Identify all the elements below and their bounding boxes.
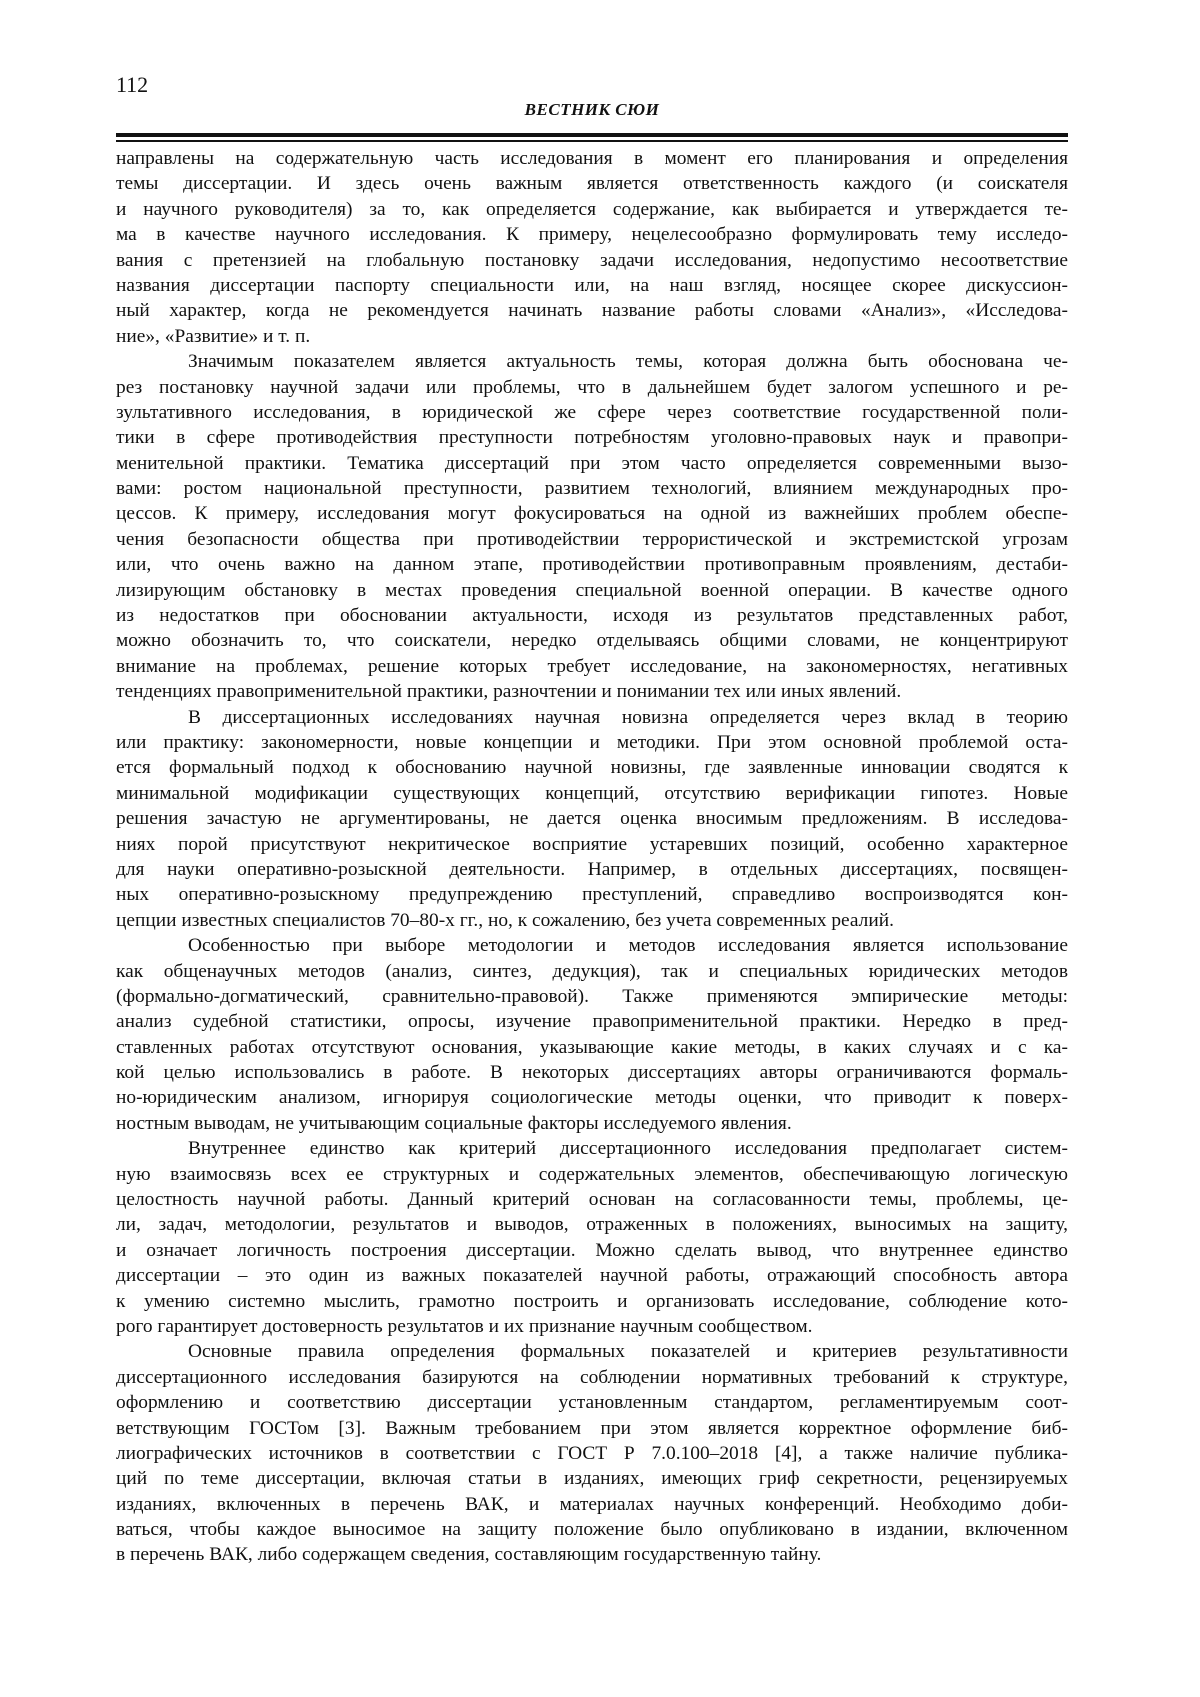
text-line: В диссертационных исследованиях научная новизна определяется через вклад в теорию	[116, 705, 1068, 730]
text-line: чения безопасности общества при противодействии террористической и экстремистской угрозам	[116, 527, 1068, 552]
text-line: ный характер, когда не рекомендуется начинать название работы словами «Анализ», «Исследова-	[116, 298, 1068, 323]
text-line: ваться, чтобы каждое выносимое на защиту положение было опубликовано в издании, включенном	[116, 1517, 1068, 1542]
text-line: названия диссертации паспорту специальности или, на наш взгляд, носящее скорее дискуссион-	[116, 273, 1068, 298]
text-line: Внутреннее единство как критерий диссертационного исследования предполагает систем-	[116, 1136, 1068, 1161]
text-line: диссертации – это один из важных показателей научной работы, отражающий способность автора	[116, 1263, 1068, 1288]
text-line: Основные правила определения формальных показателей и критериев результативности	[116, 1339, 1068, 1364]
text-line: Значимым показателем является актуальность темы, которая должна быть обоснована че-	[116, 349, 1068, 374]
text-line: можно обозначить то, что соискатели, нередко отделываясь общими словами, не концентрируют	[116, 628, 1068, 653]
text-line: цессов. К примеру, исследования могут фокусироваться на одной из важнейших проблем обеспе-	[116, 501, 1068, 526]
text-line: но-юридическим анализом, игнорируя социологические методы оценки, что приводит к поверх-	[116, 1085, 1068, 1110]
text-line: лизирующим обстановку в местах проведения специальной военной операции. В качестве одного	[116, 578, 1068, 603]
text-line: ветствующим ГОСТом [3]. Важным требованием при этом является корректное оформление биб-	[116, 1416, 1068, 1441]
paragraph	[116, 349, 1068, 704]
text-line: к умению системно мыслить, грамотно построить и организовать исследование, соблюдение кото-	[116, 1289, 1068, 1314]
text-line: или практику: закономерности, новые концепции и методики. При этом основной проблемой оста-	[116, 730, 1068, 755]
paragraph	[116, 1339, 1068, 1568]
text-line: ется формальный подход к обоснованию научной новизны, где заявленные инновации сводятся к	[116, 755, 1068, 780]
text-line: диссертационного исследования базируются на соблюдении нормативных требований к структуре,	[116, 1365, 1068, 1390]
text-line: Особенностью при выборе методологии и методов исследования является использование	[116, 933, 1068, 958]
paragraph	[116, 146, 1068, 349]
page-number: 112	[116, 72, 148, 98]
text-line: ных оперативно-розыскному предупреждению преступлений, справедливо воспроизводятся кон-	[116, 882, 1068, 907]
text-line: минимальной модификации существующих концепций, отсутствию верификации гипотез. Новые	[116, 781, 1068, 806]
body-text	[116, 146, 1068, 1568]
text-line: направлены на содержательную часть исследования в момент его планирования и определения	[116, 146, 1068, 171]
paragraph	[116, 1136, 1068, 1339]
text-line: и означает логичность построения диссертации. Можно сделать вывод, что внутреннее единство	[116, 1238, 1068, 1263]
text-line: темы диссертации. И здесь очень важным является ответственность каждого (и соискателя	[116, 171, 1068, 196]
text-line: оформлению и соответствию диссертации установленным стандартом, регламентируемым соот-	[116, 1390, 1068, 1415]
text-line: для науки оперативно-розыскной деятельности. Например, в отдельных диссертациях, посвящен-	[116, 857, 1068, 882]
text-line: или, что очень важно на данном этапе, противодействии противоправным проявлениям, дестаби-	[116, 552, 1068, 577]
text-line: ностным выводам, не учитывающим социальные факторы исследуемого явления.	[116, 1111, 1068, 1136]
text-line: ли, задач, методологии, результатов и выводов, отраженных в положениях, выносимых на защиту,	[116, 1212, 1068, 1237]
running-head: ВЕСТНИК СЮИ	[116, 100, 1068, 120]
header-rule-thin	[116, 140, 1068, 142]
text-line: тики в сфере противодействия преступности потребностям уголовно-правовых наук и правопри-	[116, 425, 1068, 450]
text-line: ставленных работах отсутствуют основания, указывающие какие методы, в каких случаях и с ка-	[116, 1035, 1068, 1060]
text-line: тенденциях правоприменительной практики, разночтении и понимании тех или иных явлений.	[116, 679, 1068, 704]
text-line: целостность научной работы. Данный критерий основан на согласованности темы, проблемы, це-	[116, 1187, 1068, 1212]
text-line: внимание на проблемах, решение которых требует исследование, на закономерностях, негативных	[116, 654, 1068, 679]
text-line: решения зачастую не аргументированы, не дается оценка вносимым предложениям. В исследова-	[116, 806, 1068, 831]
text-line: изданиях, включенных в перечень ВАК, и материалах научных конференций. Необходимо доби-	[116, 1492, 1068, 1517]
text-line: ние», «Развитие» и т. п.	[116, 324, 1068, 349]
text-line: менительной практики. Тематика диссертаций при этом часто определяется современными вызо-	[116, 451, 1068, 476]
text-line: из недостатков при обосновании актуальности, исходя из результатов представленных работ,	[116, 603, 1068, 628]
text-line: (формально-догматический, сравнительно-правовой). Также применяются эмпирические методы:	[116, 984, 1068, 1009]
text-line: ций по теме диссертации, включая статьи в изданиях, имеющих гриф секретности, рецензируемых	[116, 1466, 1068, 1491]
text-line: лиографических источников в соответствии с ГОСТ Р 7.0.100–2018 [4], а также наличие публика-	[116, 1441, 1068, 1466]
header-rule-thick	[116, 133, 1068, 137]
text-line: цепции известных специалистов 70–80-х гг., но, к сожалению, без учета современных реалий.	[116, 908, 1068, 933]
text-line: рого гарантирует достоверность результатов и их признание научным сообществом.	[116, 1314, 1068, 1339]
text-line: вания с претензией на глобальную постановку задачи исследования, недопустимо несоответствие	[116, 248, 1068, 273]
text-line: вами: ростом национальной преступности, развитием технологий, влиянием международных про-	[116, 476, 1068, 501]
text-line: в перечень ВАК, либо содержащем сведения, составляющим государственную тайну.	[116, 1542, 1068, 1567]
text-line: ниях порой присутствуют некритическое восприятие устаревших позиций, особенно характерное	[116, 832, 1068, 857]
text-line: кой целью использовались в работе. В некоторых диссертациях авторы ограничиваются формаль-	[116, 1060, 1068, 1085]
text-line: рез постановку научной задачи или проблемы, что в дальнейшем будет залогом успешного и ре-	[116, 375, 1068, 400]
text-line: и научного руководителя) за то, как определяется содержание, как выбирается и утверждается те-	[116, 197, 1068, 222]
text-line: ма в качестве научного исследования. К примеру, нецелесообразно формулировать тему исследо-	[116, 222, 1068, 247]
text-line: как общенаучных методов (анализ, синтез, дедукция), так и специальных юридических методов	[116, 959, 1068, 984]
text-line: ную взаимосвязь всех ее структурных и содержательных элементов, обеспечивающую логическую	[116, 1162, 1068, 1187]
paragraph	[116, 705, 1068, 934]
paragraph	[116, 933, 1068, 1136]
text-line: зультативного исследования, в юридической же сфере через соответствие государственной поли-	[116, 400, 1068, 425]
text-line: анализ судебной статистики, опросы, изучение правоприменительной практики. Нередко в пред-	[116, 1009, 1068, 1034]
